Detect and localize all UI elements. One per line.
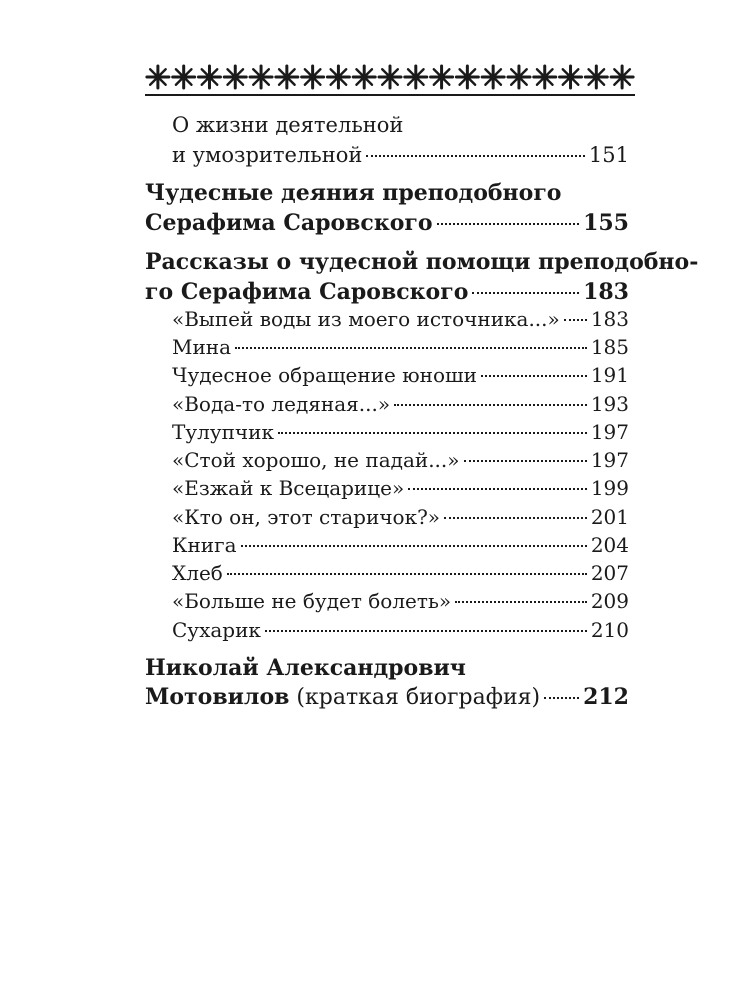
toc-entry-line[interactable] [172,533,629,557]
toc-entry-line[interactable] [172,420,629,444]
toc-entry-title: О жизни деятельной [172,113,404,137]
toc-leader-dots [227,573,587,575]
toc-entry-title: «Больше не будет болеть» [172,589,452,613]
toc-entry-title: «Выпей воды из моего источника...» [172,307,560,331]
toc-section-heading[interactable] [145,210,629,236]
toc-entry-line[interactable] [172,392,629,416]
toc-page-number: 207 [590,561,629,585]
toc-section-heading[interactable] [145,279,629,305]
ornament-star-icon [534,66,556,88]
toc-page-number: 183 [583,279,629,305]
toc-entry-title: Сухарик [172,618,261,642]
ornament-star-icon [224,66,246,88]
toc-entry-line[interactable] [172,476,629,500]
toc-page-number: 204 [590,533,629,557]
toc-page-number: 191 [590,363,629,387]
toc-entry-line[interactable] [172,143,629,167]
toc-entry-title: и умозрительной [172,143,363,167]
toc-entry-title: Тулупчик [172,420,274,444]
toc-page-number: 155 [583,210,629,236]
toc-entry-line[interactable] [172,618,629,642]
decorative-ornament-header [145,60,635,96]
toc-leader-dots [235,347,587,349]
toc-entry-title: Хлеб [172,561,223,585]
toc-page-number: 209 [590,589,629,613]
toc-entry-line[interactable] [172,589,629,613]
toc-leader-dots [278,432,587,434]
toc-leader-dots [481,375,587,377]
toc-entry-title: Книга [172,533,237,557]
toc-section-heading [145,249,698,275]
ornament-star-icon [611,66,633,88]
toc-page-number: 151 [588,143,629,167]
ornament-star-icon [147,66,169,88]
toc-section-title: Серафима Саровского [145,210,433,236]
toc-page-number: 199 [590,476,629,500]
toc-section-title: Чудесные деяния преподобного [145,180,562,206]
toc-page-number: 197 [590,420,629,444]
ornament-star-icon [431,66,453,88]
toc-section-title: Николай Александрович [145,655,466,681]
toc-page-number: 201 [590,505,629,529]
toc-section-title-note: (краткая биография) [289,685,541,710]
toc-page-number: 212 [583,684,629,710]
ornament-star-icon [585,66,607,88]
toc-entry-line [172,113,403,137]
ornament-star-icon [456,66,478,88]
ornament-star-icon [198,66,220,88]
ornament-star-icon [276,66,298,88]
toc-leader-dots [366,155,585,157]
ornament-star-icon [508,66,530,88]
toc-leader-dots [544,697,579,699]
toc-page-number: 183 [590,307,629,331]
toc-page-number: 185 [590,335,629,359]
toc-leader-dots [437,223,580,225]
toc-entry-title: Мина [172,335,232,359]
toc-leader-dots [241,545,587,547]
toc-page-number: 193 [590,392,629,416]
toc-entry-line[interactable] [172,448,629,472]
toc-leader-dots [455,601,587,603]
toc-page-number: 210 [590,618,629,642]
ornament-star-icon [327,66,349,88]
toc-entry-title: Чудесное обращение юноши [172,363,477,387]
ornament-star-icon [482,66,504,88]
ornament-star-icon [353,66,375,88]
ornament-star-icon [405,66,427,88]
toc-leader-dots [394,404,587,406]
toc-section-heading [145,655,466,681]
ornament-star-icon [379,66,401,88]
toc-leader-dots [444,517,587,519]
toc-section-heading[interactable] [145,684,629,710]
toc-entry-title: «Стой хорошо, не падай...» [172,448,460,472]
toc-section-heading [145,180,562,206]
toc-leader-dots [408,488,587,490]
toc-entry-line[interactable] [172,307,629,331]
ornament-star-icon [173,66,195,88]
toc-entry-line[interactable] [172,363,629,387]
toc-entry-line[interactable] [172,505,629,529]
toc-entry-title: «Кто он, этот старичок?» [172,505,441,529]
toc-section-title [145,684,540,710]
ornament-star-icon [250,66,272,88]
toc-section-title: го Серафима Саровского [145,279,469,305]
toc-entry-title: «Вода-то ледяная...» [172,392,391,416]
toc-section-title-bold: Мотовилов [145,684,290,710]
toc-entry-line[interactable] [172,335,629,359]
toc-section-title: Рассказы о чудесной помощи преподобно- [145,249,699,275]
ornament-star-icon [560,66,582,88]
ornament-star-icon [302,66,324,88]
ornament-star-row [145,60,635,94]
toc-entry-title: «Езжай к Всецарице» [172,476,405,500]
toc-leader-dots [265,630,587,632]
toc-leader-dots [464,460,587,462]
toc-entry-line[interactable] [172,561,629,585]
toc-page-number: 197 [590,448,629,472]
toc-leader-dots [472,292,579,294]
toc-leader-dots [564,319,587,321]
